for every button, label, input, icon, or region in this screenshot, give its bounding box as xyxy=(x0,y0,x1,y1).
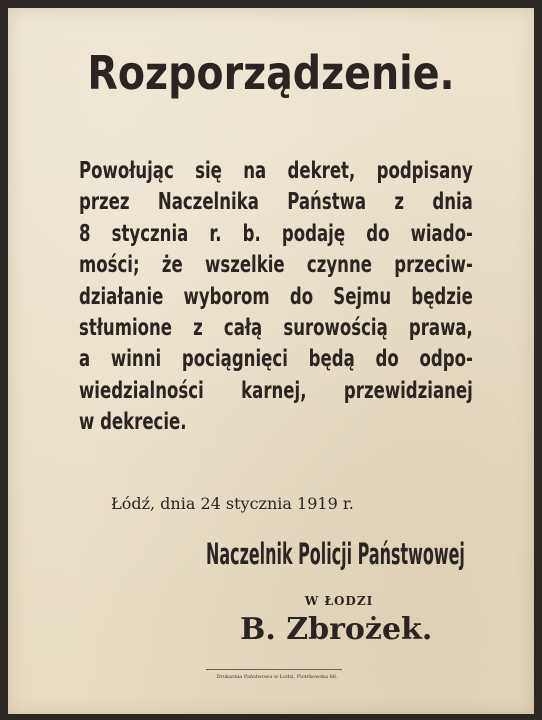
signatory-name: B. Zbrożek. xyxy=(240,612,433,647)
printer-imprint: Drukarnia Państwowa w Łodzi, Piotrkowska 86. xyxy=(216,674,338,680)
date-line: Łódź, dnia 24 stycznia 1919 r. xyxy=(111,494,354,513)
body-line: wiedzialności karnej, przewidzianej xyxy=(79,377,473,404)
notice-body xyxy=(79,156,473,439)
footer-divider xyxy=(206,669,342,670)
signatory-title: Naczelnik Policji Państwowej xyxy=(206,537,465,571)
body-line: w dekrecie. xyxy=(79,409,187,436)
body-line: 8 stycznia r. b. podaję do wiado- xyxy=(79,220,473,247)
body-line: stłumione z całą surowością prawa, xyxy=(79,315,473,342)
body-line: mości; że wszelkie czynne przeciw- xyxy=(79,252,473,279)
body-line: Powołując się na dekret, podpisany xyxy=(79,158,473,184)
body-line: działanie wyborom do Sejmu będzie xyxy=(79,283,473,310)
notice-title: Rozporządzenie. xyxy=(87,46,455,100)
signatory-location: W ŁODZI xyxy=(304,594,374,608)
body-line: przez Naczelnika Państwa z dnia xyxy=(79,189,473,216)
body-line: a winni pociągnięci będą do odpo- xyxy=(79,346,473,373)
